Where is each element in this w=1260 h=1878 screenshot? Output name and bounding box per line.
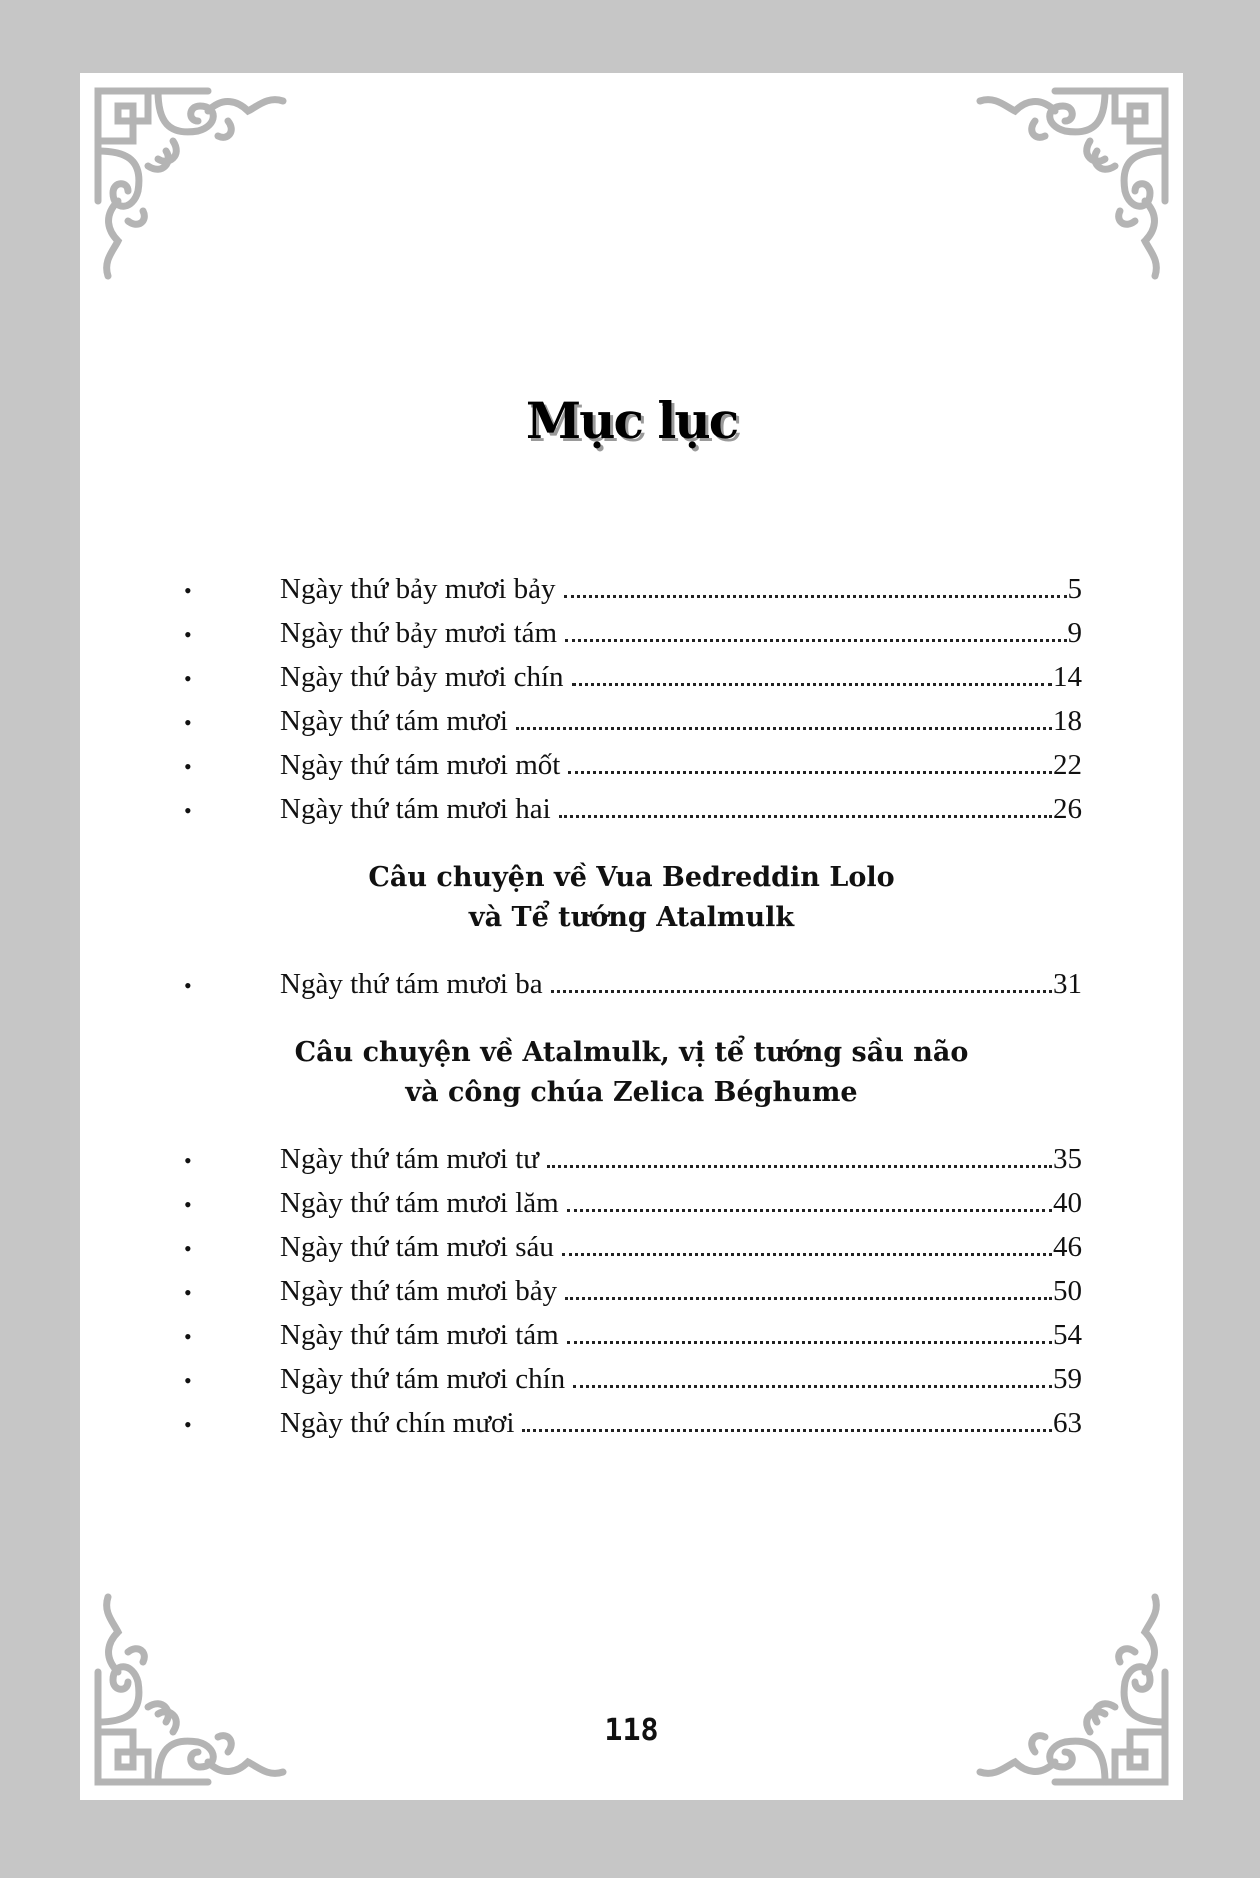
corner-ornament-top-right xyxy=(975,81,1175,281)
bullet-icon: • xyxy=(184,1192,192,1217)
ornament-icon xyxy=(88,1592,288,1792)
section-heading[interactable] xyxy=(80,1033,1183,1113)
bullet-icon: • xyxy=(184,973,192,998)
toc-entry[interactable] xyxy=(180,705,1082,745)
bullet-icon: • xyxy=(184,666,192,691)
dot-leader xyxy=(572,682,1052,686)
toc-entry-label: Ngày thứ bảy mươi bảy xyxy=(280,573,556,605)
section-heading-line: và công chúa Zelica Béghume xyxy=(405,1077,858,1108)
toc-entry-page: 63 xyxy=(1053,1407,1082,1439)
toc-entry[interactable] xyxy=(180,1319,1082,1359)
dot-leader xyxy=(562,1252,1052,1256)
section-heading-line: Câu chuyện về Atalmulk, vị tể tướng sầu não xyxy=(294,1037,969,1068)
section-heading-line: Câu chuyện về Vua Bedreddin Lolo xyxy=(368,862,895,893)
page-title: Mục lục xyxy=(525,391,738,450)
toc-entry[interactable] xyxy=(180,1231,1082,1271)
bullet-icon: • xyxy=(184,1368,192,1393)
bullet-icon: • xyxy=(184,710,192,735)
bullet-icon: • xyxy=(184,798,192,823)
dot-leader xyxy=(573,1384,1052,1388)
toc-entry-label: Ngày thứ bảy mươi chín xyxy=(280,661,564,693)
page-number: 118 xyxy=(604,1713,659,1748)
corner-ornament-bottom-left xyxy=(88,1592,288,1792)
dot-leader xyxy=(565,1296,1052,1300)
toc-entry-page: 5 xyxy=(1067,573,1082,605)
dot-leader xyxy=(568,770,1052,774)
toc-entry-label: Ngày thứ tám mươi hai xyxy=(280,793,551,825)
toc-entry[interactable] xyxy=(180,1143,1082,1183)
toc-entry[interactable] xyxy=(180,1407,1082,1447)
toc-entry-page: 59 xyxy=(1053,1363,1082,1395)
toc-entry[interactable] xyxy=(180,1363,1082,1403)
toc-entry-page: 46 xyxy=(1053,1231,1082,1263)
toc-entry-page: 54 xyxy=(1053,1319,1082,1351)
section-heading-line: và Tể tướng Atalmulk xyxy=(468,902,795,933)
toc-entry-label: Ngày thứ tám mươi bảy xyxy=(280,1275,558,1307)
dot-leader xyxy=(559,814,1052,818)
bullet-icon: • xyxy=(184,578,192,603)
toc-entry[interactable] xyxy=(180,968,1082,1008)
ornament-icon xyxy=(88,81,288,281)
bullet-icon: • xyxy=(184,1324,192,1349)
bullet-icon: • xyxy=(184,1412,192,1437)
toc-entry[interactable] xyxy=(180,617,1082,657)
toc-entry-page: 9 xyxy=(1067,617,1082,649)
toc-entry-page: 26 xyxy=(1053,793,1082,825)
bullet-icon: • xyxy=(184,1236,192,1261)
toc-entry-label: Ngày thứ tám mươi ba xyxy=(280,968,543,1000)
toc-entry-label: Ngày thứ bảy mươi tám xyxy=(280,617,558,649)
section-heading[interactable] xyxy=(80,858,1183,938)
corner-ornament-top-left xyxy=(88,81,288,281)
dot-leader xyxy=(567,1340,1052,1344)
dot-leader xyxy=(564,594,1067,598)
toc-entry-label: Ngày thứ tám mươi tám xyxy=(280,1319,559,1351)
toc-entry-label: Ngày thứ tám mươi chín xyxy=(280,1363,566,1395)
dot-leader xyxy=(565,638,1066,642)
toc-entry-page: 14 xyxy=(1053,661,1082,693)
bullet-icon: • xyxy=(184,1280,192,1305)
toc-entry-label: Ngày thứ tám mươi xyxy=(280,705,508,737)
toc-entry[interactable] xyxy=(180,661,1082,701)
dot-leader xyxy=(547,1164,1052,1168)
toc-entry-page: 50 xyxy=(1053,1275,1082,1307)
toc-entry-page: 22 xyxy=(1053,749,1082,781)
dot-leader xyxy=(516,726,1052,730)
toc-entry-page: 18 xyxy=(1053,705,1082,737)
toc-entry-label: Ngày thứ tám mươi mốt xyxy=(280,749,561,781)
toc-entry-label: Ngày thứ chín mươi xyxy=(280,1407,515,1439)
toc-entry[interactable] xyxy=(180,573,1082,613)
bullet-icon: • xyxy=(184,754,192,779)
book-page xyxy=(80,73,1183,1800)
toc-entry[interactable] xyxy=(180,1187,1082,1227)
toc-entry-page: 35 xyxy=(1053,1143,1082,1175)
ornament-icon xyxy=(975,81,1175,281)
dot-leader xyxy=(567,1208,1052,1212)
toc-entry[interactable] xyxy=(180,793,1082,833)
bullet-icon: • xyxy=(184,1148,192,1173)
toc-entry[interactable] xyxy=(180,749,1082,789)
toc-entry-page: 40 xyxy=(1053,1187,1082,1219)
toc-entry-label: Ngày thứ tám mươi tư xyxy=(280,1143,540,1175)
toc-entry-page: 31 xyxy=(1053,968,1082,1000)
dot-leader xyxy=(522,1428,1052,1432)
toc-entry[interactable] xyxy=(180,1275,1082,1315)
ornament-icon xyxy=(975,1592,1175,1792)
dot-leader xyxy=(551,989,1052,993)
toc-entry-label: Ngày thứ tám mươi sáu xyxy=(280,1231,554,1263)
corner-ornament-bottom-right xyxy=(975,1592,1175,1792)
bullet-icon: • xyxy=(184,622,192,647)
toc-entry-label: Ngày thứ tám mươi lăm xyxy=(280,1187,559,1219)
